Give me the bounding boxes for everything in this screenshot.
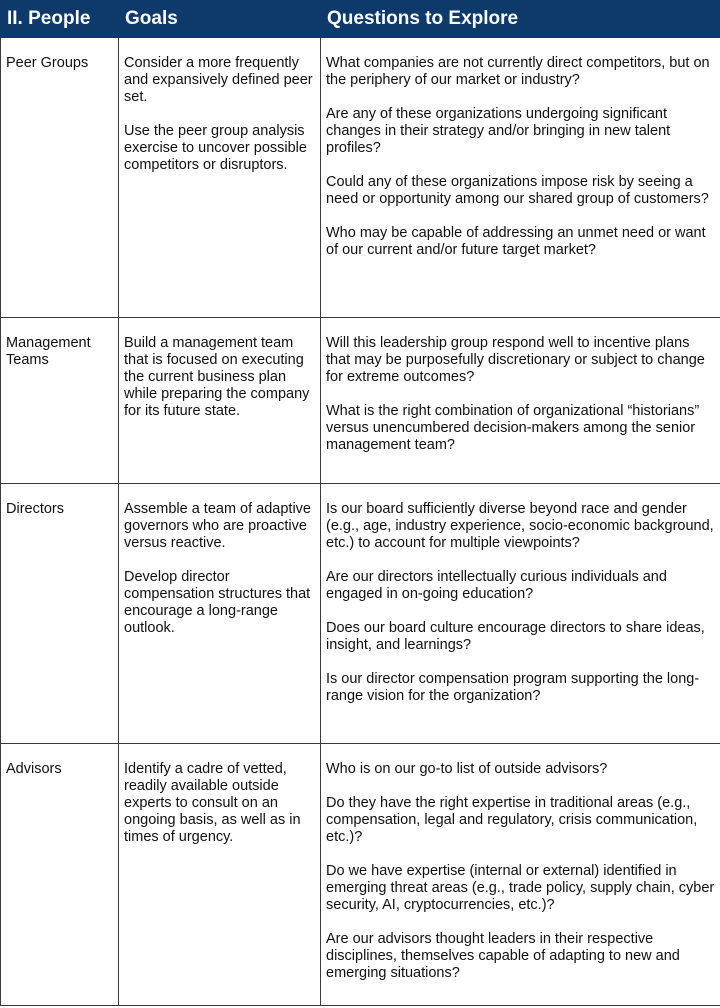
category-cell: Directors [1,484,119,744]
table-row-management-teams [1,318,720,484]
question-text: Are our directors intellectually curious individuals and engaged in on-going education? [326,569,667,602]
table-header-row [1,1,720,38]
questions-cell [321,318,720,484]
header-goals: Goals [119,1,321,38]
question-text: Are any of these organizations undergoing significant changes in their strategy and/or bringing in new talent profiles? [326,106,671,156]
question-text: Who may be capable of addressing an unmet need or want of our current and/or future target market? [326,225,706,258]
questions-cell [321,484,720,744]
question-text: What is the right combination of organizational “historians” versus unencumbered decision-makers among the senior management team? [326,403,700,453]
table-row-directors [1,484,720,744]
header-section-people: II. People [1,1,119,38]
goals-cell [119,744,321,1006]
question-text: What companies are not currently direct competitors, but on the periphery of our market or industry? [326,55,710,88]
goal-text: Use the peer group analysis exercise to uncover possible competitors or disruptors. [124,123,307,173]
question-text: Is our director compensation program supporting the long-range vision for the organization? [326,671,700,704]
goal-text: Build a management team that is focused on executing the current business plan while preparing the company for its future state. [124,335,310,419]
table-row-advisors [1,744,720,1006]
category-cell: Management Teams [1,318,119,484]
questions-cell [321,38,720,318]
goal-text: Assemble a team of adaptive governors who are proactive versus reactive. [124,501,311,551]
question-text: Will this leadership group respond well to incentive plans that may be purposefully discretionary or subject to change for extreme outcomes? [326,335,705,385]
question-text: Is our board sufficiently diverse beyond race and gender (e.g., age, industry experience, socio-economic background, etc.) to account for multiple viewpoints? [326,501,714,551]
category-cell: Peer Groups [1,38,119,318]
question-text: Do we have expertise (internal or external) identified in emerging threat areas (e.g., trade policy, supply chain, cyber security, AI, cryptocurrencies, etc.)? [326,863,715,913]
goal-text: Develop director compensation structures that encourage a long-range outlook. [124,569,311,636]
goals-cell [119,38,321,318]
table-row-peer-groups [1,38,720,318]
question-text: Are our advisors thought leaders in their respective disciplines, themselves capable of adapting to new and emerging situations? [326,931,680,981]
question-text: Do they have the right expertise in traditional areas (e.g., compensation, legal and regulatory, crisis communication, etc.)? [326,795,698,845]
goal-text: Identify a cadre of vetted, readily available outside experts to consult on an ongoing basis, as well as in times of urgency. [124,761,301,845]
category-cell: Advisors [1,744,119,1006]
header-questions-to-explore: Questions to Explore [321,1,720,38]
question-text: Could any of these organizations impose risk by seeing a need or opportunity among our shared group of customers? [326,174,709,207]
questions-cell [321,744,720,1006]
goals-cell [119,318,321,484]
question-text: Does our board culture encourage directors to share ideas, insight, and learnings? [326,620,705,653]
goals-cell [119,484,321,744]
goal-text: Consider a more frequently and expansively defined peer set. [124,55,313,105]
question-text: Who is on our go-to list of outside advisors? [326,761,608,777]
